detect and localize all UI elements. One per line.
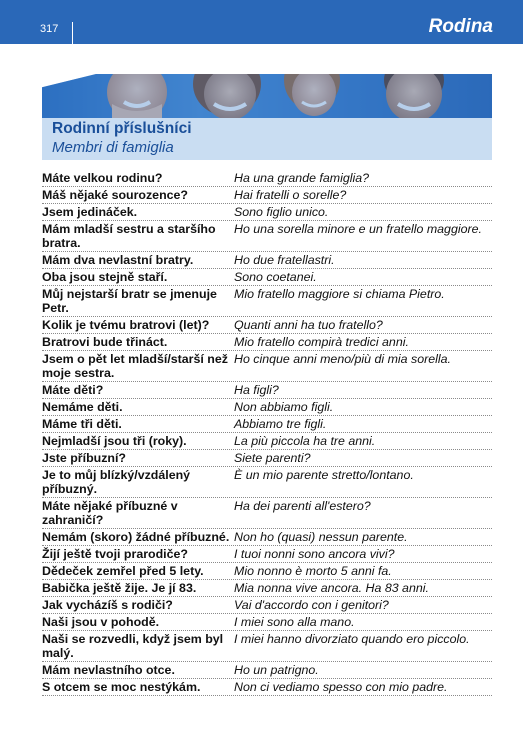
family-faces-photo bbox=[42, 74, 492, 118]
phrase-row bbox=[42, 580, 492, 597]
italian-translation: Ho due fratellastri. bbox=[234, 253, 335, 267]
phrase-row bbox=[42, 399, 492, 416]
czech-phrase: Naši jsou v pohodě. bbox=[42, 615, 160, 629]
czech-phrase: S otcem se moc nestýkám. bbox=[42, 680, 201, 694]
phrase-row bbox=[42, 187, 492, 204]
phrase-row bbox=[42, 563, 492, 580]
italian-translation: Ho cinque anni meno/più di mia sorella. bbox=[234, 352, 451, 366]
phrase-row bbox=[42, 662, 492, 679]
czech-phrase: Oba jsou stejně staří. bbox=[42, 270, 168, 284]
italian-translation: Mia nonna vive ancora. Ha 83 anni. bbox=[234, 581, 429, 595]
italian-translation: I miei hanno divorziato quando ero piccolo. bbox=[234, 632, 470, 646]
phrase-row bbox=[42, 416, 492, 433]
italian-translation: I tuoi nonni sono ancora vivi? bbox=[234, 547, 395, 561]
phrase-row bbox=[42, 317, 492, 334]
phrase-row bbox=[42, 546, 492, 563]
czech-phrase: Jsem jedináček. bbox=[42, 205, 138, 219]
czech-phrase: Je to můj blízký/vzdálený příbuzný. bbox=[42, 468, 191, 496]
phrase-row bbox=[42, 529, 492, 546]
czech-phrase: Mám mladší sestru a staršího bratra. bbox=[42, 222, 216, 250]
italian-translation: Hai fratelli o sorelle? bbox=[234, 188, 347, 202]
phrase-row bbox=[42, 351, 492, 382]
phrase-row bbox=[42, 286, 492, 317]
czech-phrase: Můj nejstarší bratr se jmenuje Petr. bbox=[42, 287, 217, 315]
italian-translation: Ho un patrigno. bbox=[234, 663, 319, 677]
phrase-row bbox=[42, 631, 492, 662]
section-title: Rodinní příslušníci bbox=[52, 120, 192, 137]
czech-phrase: Mám nevlastního otce. bbox=[42, 663, 175, 677]
italian-translation: Ha una grande famiglia? bbox=[234, 171, 370, 185]
czech-phrase: Nemáme děti. bbox=[42, 400, 123, 414]
italian-translation: Non ci vediamo spesso con mio padre. bbox=[234, 680, 448, 694]
czech-phrase: Nemám (skoro) žádné příbuzné. bbox=[42, 530, 230, 544]
phrase-row bbox=[42, 614, 492, 631]
czech-phrase: Jsem o pět let mladší/starší než moje sestra. bbox=[42, 352, 228, 380]
italian-translation: È un mio parente stretto/lontano. bbox=[234, 468, 414, 482]
phrase-row bbox=[42, 679, 492, 696]
italian-translation: Abbiamo tre figli. bbox=[234, 417, 327, 431]
italian-translation: Mio fratello maggiore si chiama Pietro. bbox=[234, 287, 445, 301]
phrase-row bbox=[42, 433, 492, 450]
italian-translation: Ha figli? bbox=[234, 383, 279, 397]
czech-phrase: Máte nějaké příbuzné v zahraničí? bbox=[42, 499, 178, 527]
phrase-row bbox=[42, 204, 492, 221]
phrase-row bbox=[42, 498, 492, 529]
section-heading-box bbox=[42, 118, 492, 160]
phrase-row bbox=[42, 597, 492, 614]
italian-translation: Siete parenti? bbox=[234, 451, 311, 465]
phrase-row bbox=[42, 382, 492, 399]
italian-translation: Non ho (quasi) nessun parente. bbox=[234, 530, 408, 544]
czech-phrase: Mám dva nevlastní bratry. bbox=[42, 253, 194, 267]
phrase-row bbox=[42, 221, 492, 252]
italian-translation: Quanti anni ha tuo fratello? bbox=[234, 318, 383, 332]
phrase-row bbox=[42, 269, 492, 286]
page-header bbox=[0, 0, 523, 44]
italian-translation: I miei sono alla mano. bbox=[234, 615, 355, 629]
italian-translation: Vai d'accordo con i genitori? bbox=[234, 598, 389, 612]
phrase-row bbox=[42, 334, 492, 351]
phrase-row bbox=[42, 170, 492, 187]
czech-phrase: Nejmladší jsou tři (roky). bbox=[42, 434, 187, 448]
italian-translation: Ho una sorella minore e un fratello maggiore. bbox=[234, 222, 482, 236]
italian-translation: Ha dei parenti all'estero? bbox=[234, 499, 371, 513]
italian-translation: La più piccola ha tre anni. bbox=[234, 434, 376, 448]
czech-phrase: Žijí ještě tvoji prarodiče? bbox=[42, 547, 188, 561]
czech-phrase: Naši se rozvedli, když jsem byl malý. bbox=[42, 632, 224, 660]
page-number: 317 bbox=[40, 23, 59, 35]
czech-phrase: Jste příbuzní? bbox=[42, 451, 126, 465]
italian-translation: Non abbiamo figli. bbox=[234, 400, 334, 414]
czech-phrase: Máme tři děti. bbox=[42, 417, 122, 431]
czech-phrase: Máte děti? bbox=[42, 383, 104, 397]
phrase-row bbox=[42, 467, 492, 498]
czech-phrase: Máte velkou rodinu? bbox=[42, 171, 163, 185]
italian-translation: Mio nonno è morto 5 anni fa. bbox=[234, 564, 392, 578]
italian-translation: Sono figlio unico. bbox=[234, 205, 329, 219]
czech-phrase: Kolik je tvému bratrovi (let)? bbox=[42, 318, 210, 332]
header-divider bbox=[72, 22, 73, 44]
section-subtitle: Membri di famiglia bbox=[52, 139, 174, 156]
phrase-list bbox=[42, 170, 492, 696]
czech-phrase: Dědeček zemřel před 5 lety. bbox=[42, 564, 204, 578]
czech-phrase: Babička ještě žije. Je jí 83. bbox=[42, 581, 197, 595]
phrase-row bbox=[42, 450, 492, 467]
chapter-title: Rodina bbox=[428, 16, 493, 37]
czech-phrase: Jak vycházíš s rodiči? bbox=[42, 598, 173, 612]
italian-translation: Sono coetanei. bbox=[234, 270, 317, 284]
czech-phrase: Bratrovi bude třináct. bbox=[42, 335, 168, 349]
family-banner-image bbox=[42, 74, 492, 118]
italian-translation: Mio fratello compirà tredici anni. bbox=[234, 335, 409, 349]
phrase-row bbox=[42, 252, 492, 269]
czech-phrase: Máš nějaké sourozence? bbox=[42, 188, 188, 202]
